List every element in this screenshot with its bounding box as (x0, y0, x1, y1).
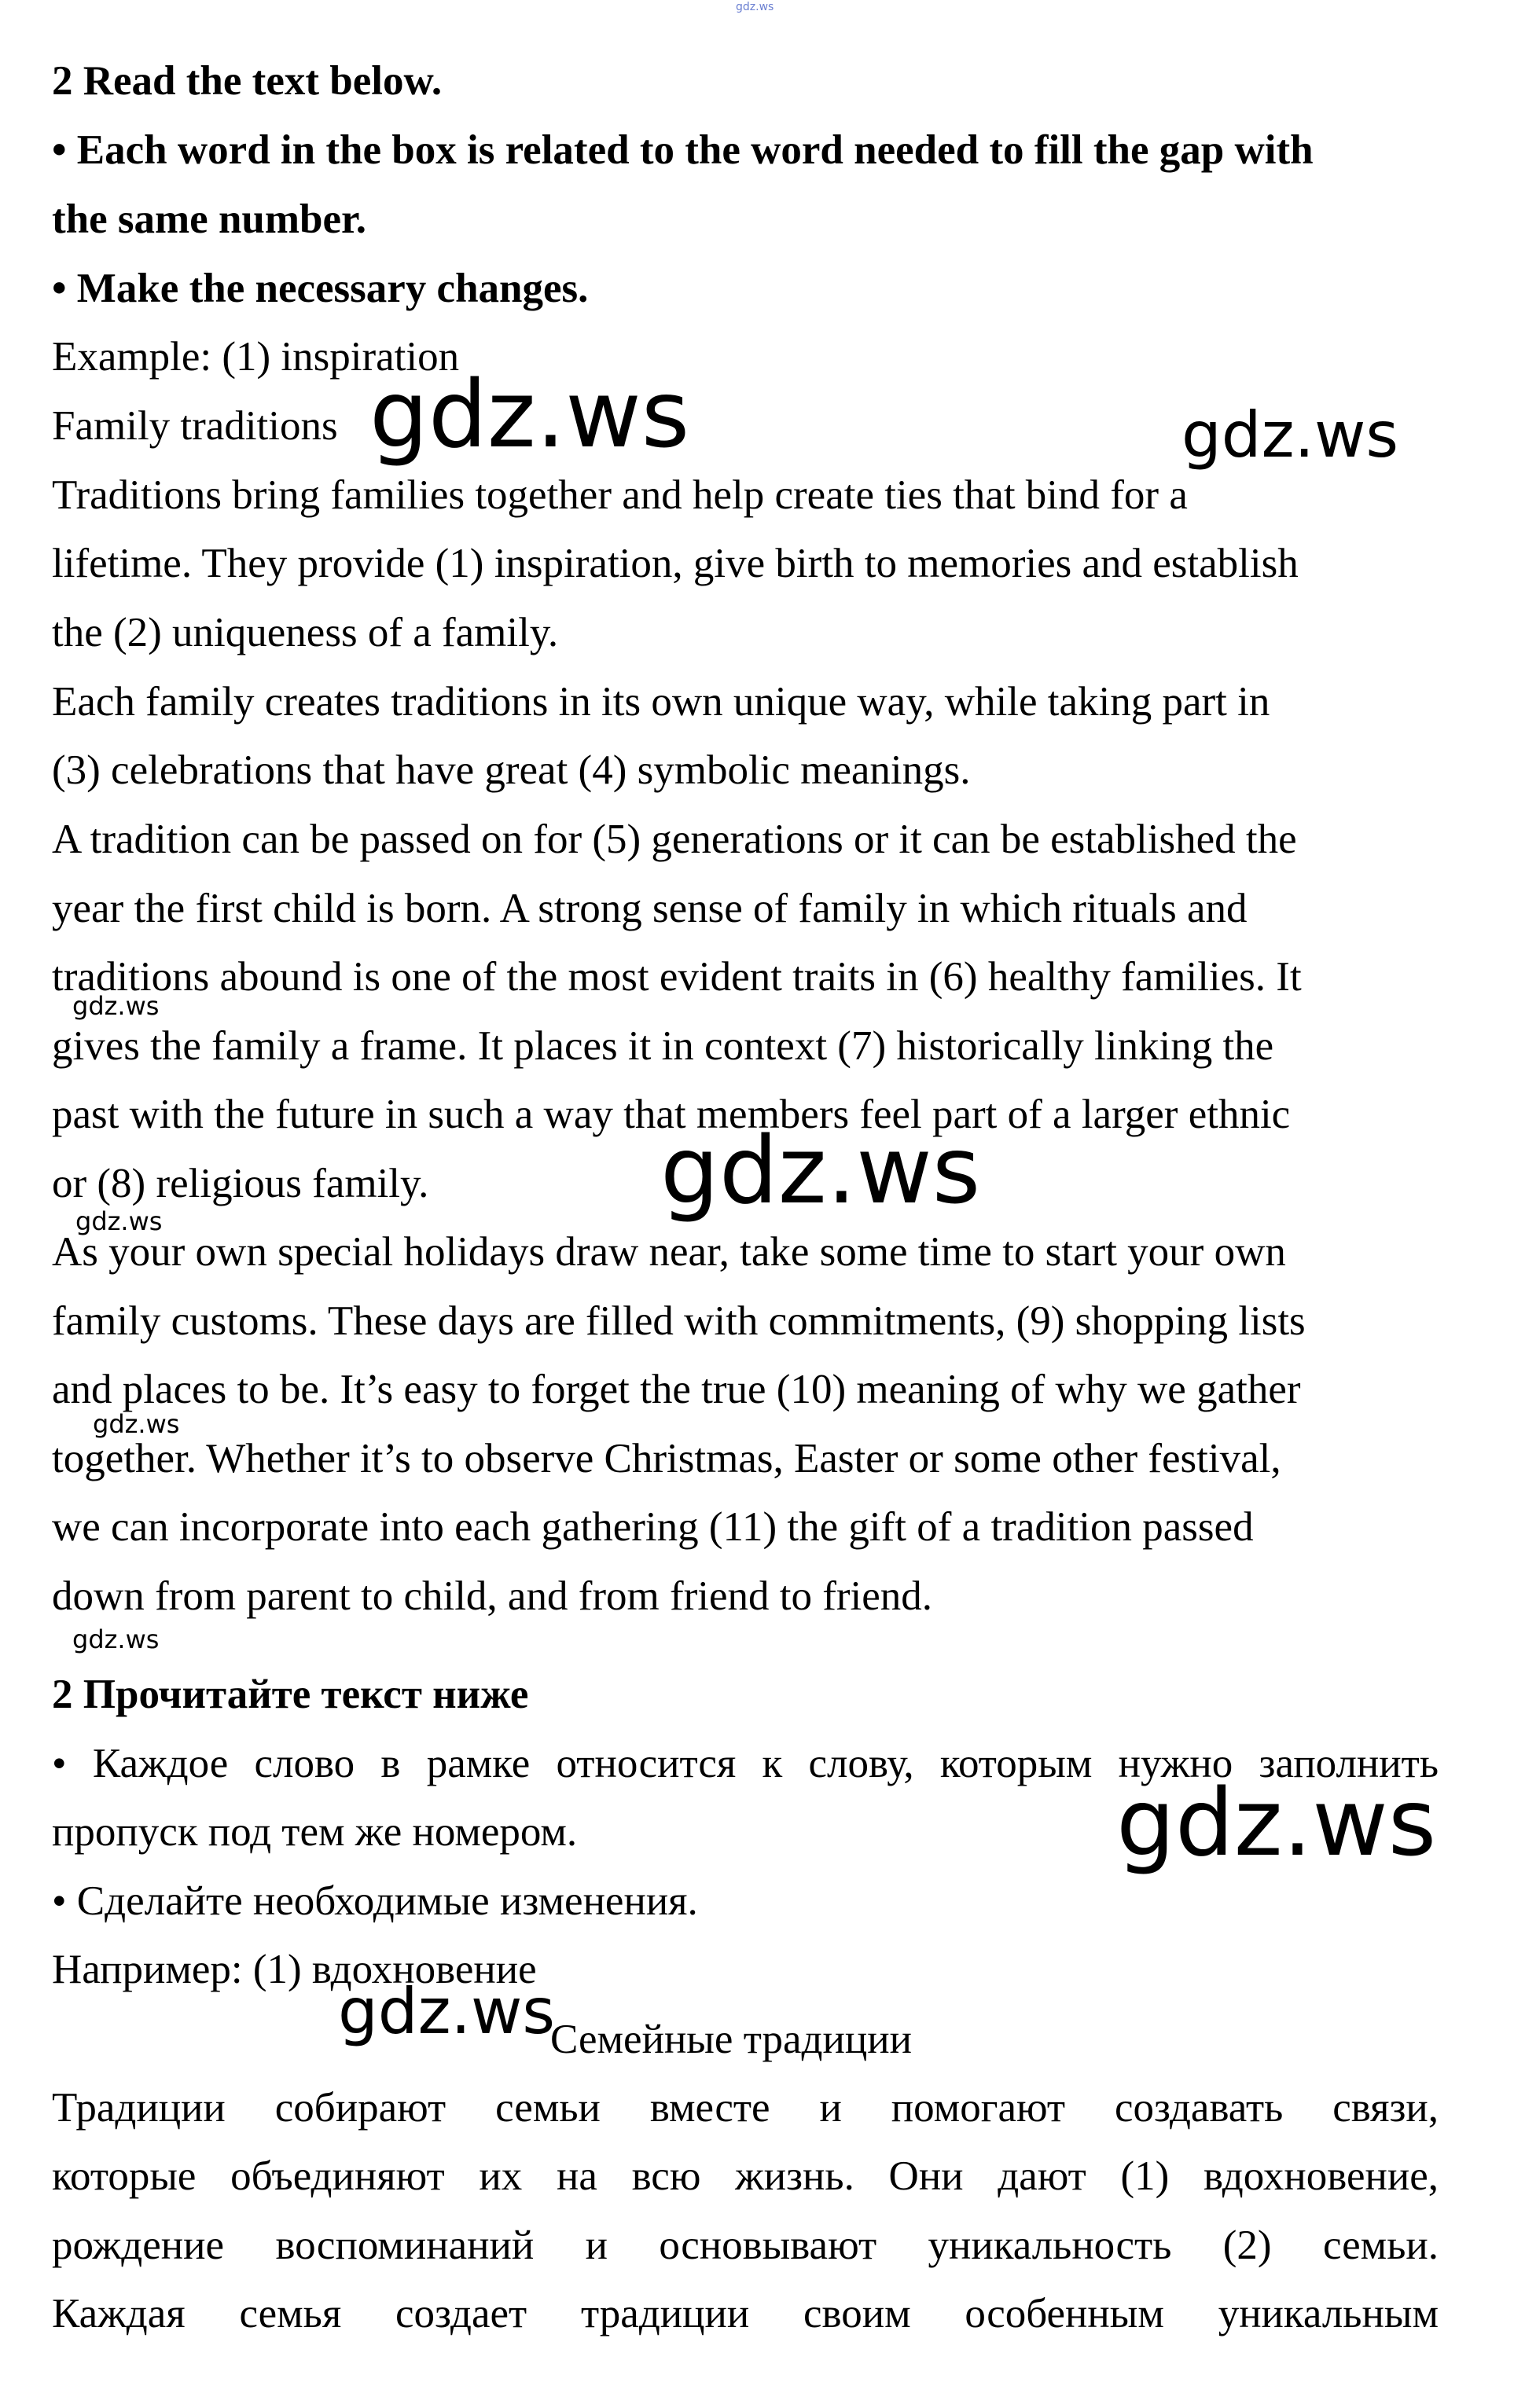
english-text-line: we can incorporate into each gathering (11) the gift of a tradition passed (52, 1504, 1254, 1550)
english-text-line: lifetime. They provide (1) inspiration, give birth to memories and establish (52, 541, 1299, 586)
watermark-top: gdz.ws (736, 1, 774, 13)
english-text-line: down from parent to child, and from friend to friend. (52, 1573, 933, 1619)
russian-text-line: которые объединяют их на всю жизнь. Они дают (1) вдохновение, (52, 2153, 1439, 2199)
english-heading: 2 Read the text below. (52, 58, 443, 104)
russian-text-line: Каждая семья создает традиции своим особенным уникальным (52, 2291, 1439, 2336)
english-text-line: gives the family a frame. It places it in context (7) historically linking the (52, 1023, 1274, 1069)
russian-bullet-1-line-1: • Каждое слово в рамке относится к слову, которым нужно заполнить (52, 1741, 1439, 1786)
english-title: Family traditions (52, 403, 338, 449)
russian-title: Семейные традиции (550, 2017, 912, 2062)
watermark: gdz.ws (75, 1206, 163, 1236)
russian-heading: 2 Прочитайте текст ниже (52, 1672, 529, 1717)
watermark: gdz.ws (1181, 398, 1399, 472)
watermark: gdz.ws (369, 360, 690, 468)
watermark: gdz.ws (660, 1116, 981, 1224)
russian-text-line: рождение воспоминаний и основывают уникальность (2) семьи. (52, 2223, 1439, 2268)
english-text-line: As your own special holidays draw near, take some time to start your own (52, 1229, 1286, 1275)
watermark: gdz.ws (93, 1409, 180, 1439)
russian-example: Например: (1) вдохновение (52, 1947, 537, 1992)
english-text-line: (3) celebrations that have great (4) symbolic meanings. (52, 747, 971, 793)
english-bullet-1-line-2: the same number. (52, 196, 366, 242)
watermark: gdz.ws (72, 1624, 160, 1654)
russian-text-line: Традиции собирают семьи вместе и помогают создавать связи, (52, 2085, 1439, 2131)
english-text-line: past with the future in such a way that members feel part of a larger ethnic (52, 1092, 1291, 1137)
english-text-line: together. Whether it’s to observe Christmas, Easter or some other festival, (52, 1436, 1281, 1481)
english-text-line: the (2) uniqueness of a family. (52, 610, 559, 655)
english-text-line: traditions abound is one of the most evident traits in (6) healthy families. It (52, 954, 1302, 1000)
english-text-line: and places to be. It’s easy to forget the true (10) meaning of why we gather (52, 1367, 1301, 1412)
russian-bullet-1-line-2: пропуск под тем же номером. (52, 1809, 578, 1855)
english-bullet-1-line-1: • Each word in the box is related to the word needed to fill the gap with (52, 127, 1314, 173)
russian-bullet-2: • Сделайте необходимые изменения. (52, 1878, 698, 1924)
english-text-line: Traditions bring families together and help create ties that bind for a (52, 472, 1188, 518)
watermark: gdz.ws (1116, 1768, 1437, 1877)
english-text-line: or (8) religious family. (52, 1161, 429, 1206)
watermark: gdz.ws (338, 1975, 556, 2048)
english-text-line: year the first child is born. A strong sense of family in which rituals and (52, 886, 1248, 931)
english-text-line: A tradition can be passed on for (5) generations or it can be established the (52, 817, 1297, 862)
english-text-line: family customs. These days are filled with commitments, (9) shopping lists (52, 1298, 1306, 1344)
english-text-line: Each family creates traditions in its own unique way, while taking part in (52, 679, 1270, 725)
english-bullet-2: • Make the necessary changes. (52, 266, 589, 311)
english-example: Example: (1) inspiration (52, 334, 460, 380)
watermark: gdz.ws (72, 991, 160, 1021)
